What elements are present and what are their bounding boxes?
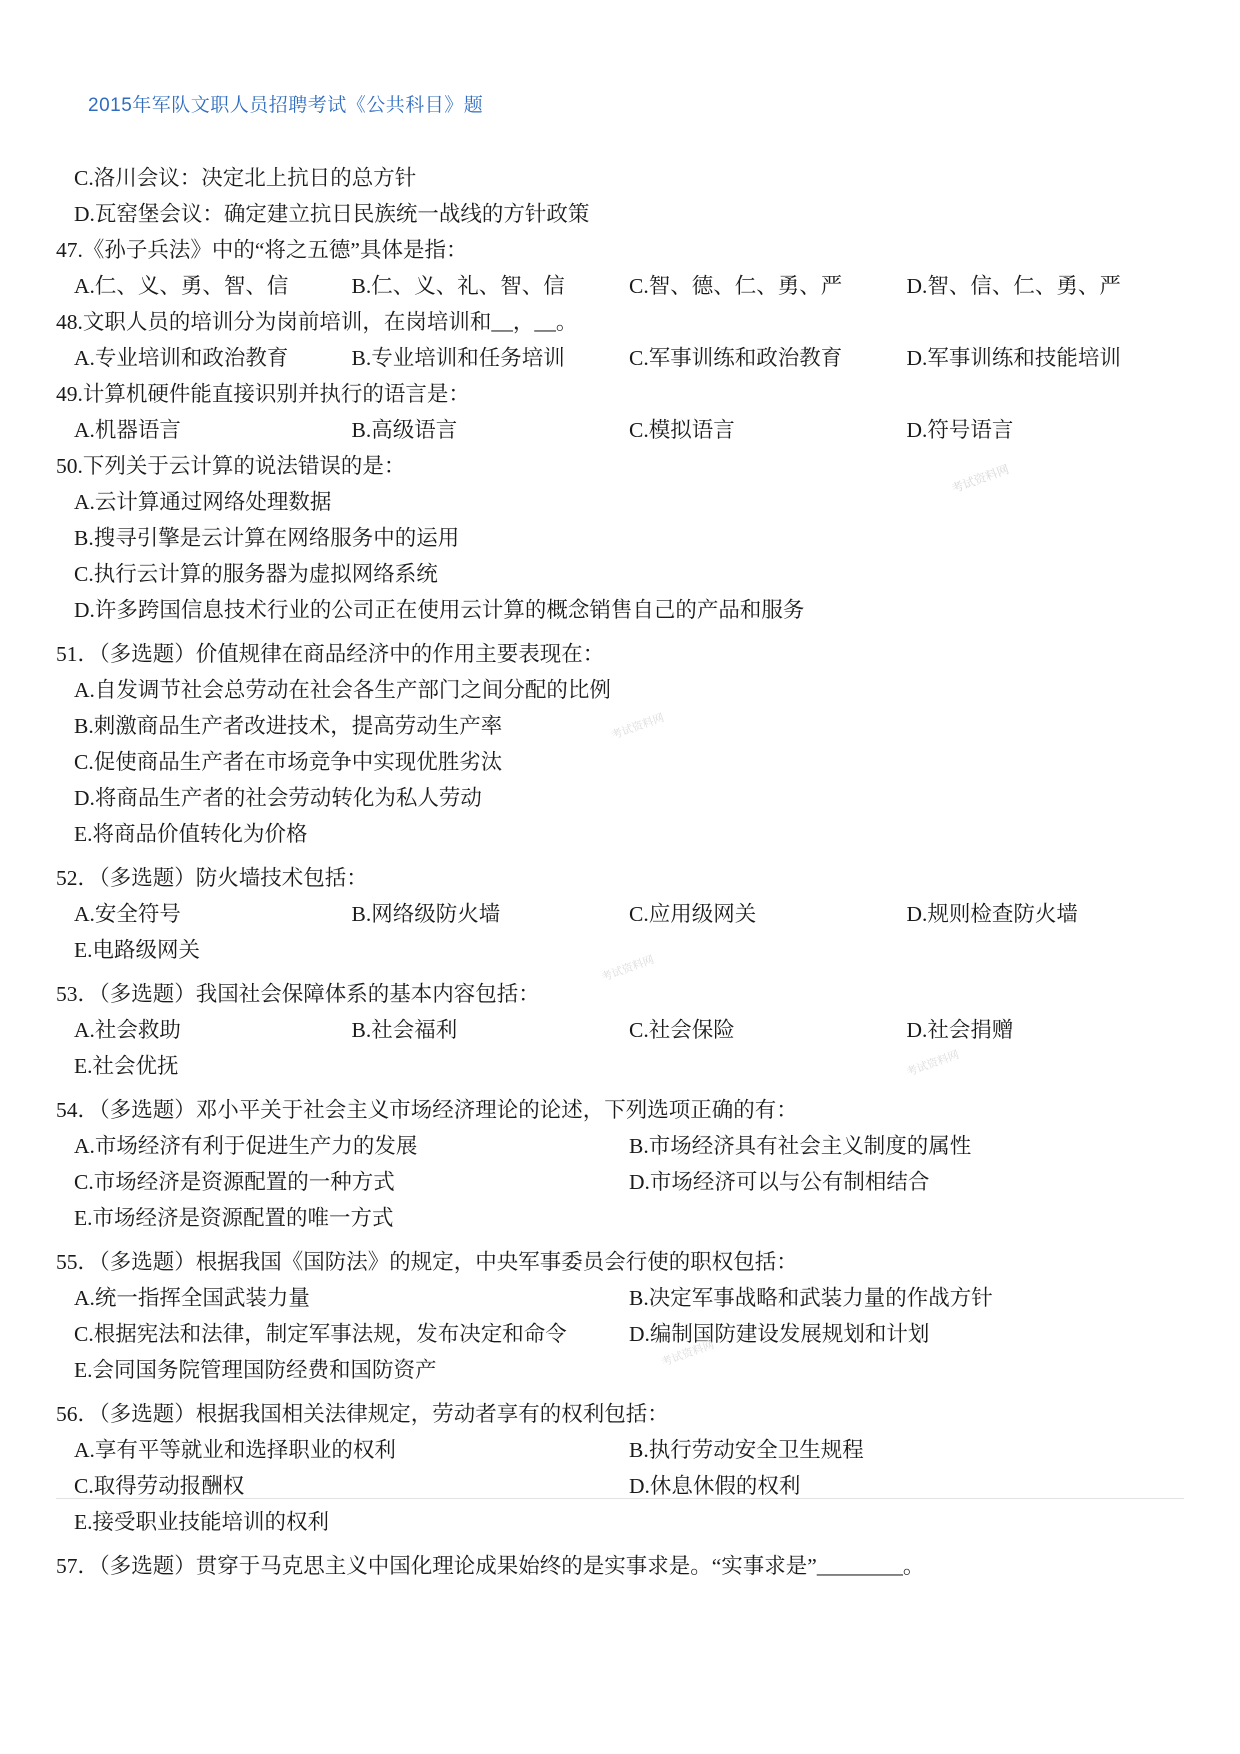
option-item: A.专业培训和政治教育 [74,346,289,370]
option-item: D.休息休假的权利 [629,1474,801,1498]
question-stem: 56．（多选题）根据我国相关法律规定，劳动者享有的权利包括： [56,1402,669,1426]
option-item: C.执行云计算的服务器为虚拟网络系统 [74,562,438,586]
question-options [56,484,1184,628]
question-options [56,672,1184,852]
option-item: B.仁、义、礼、智、信 [351,274,565,298]
option-item: D.社会捐赠 [906,1018,1014,1042]
question-stem: 48.文职人员的培训分为岗前培训，在岗培训和__，__。 [56,310,578,334]
question-stem: 52．（多选题）防火墙技术包括： [56,866,368,890]
question-stem: 51．（多选题）价值规律在商品经济中的作用主要表现在： [56,642,605,666]
option-item: A.统一指挥全国武装力量 [74,1286,310,1310]
watermark: 考试资料网 [949,462,1011,496]
option-item: B.搜寻引擎是云计算在网络服务中的运用 [74,526,460,550]
option-item: A.机器语言 [74,418,181,442]
option-item: C.根据宪法和法律，制定军事法规，发布决定和命令 [74,1322,567,1346]
option-item: C.军事训练和政治教育 [629,346,843,370]
option-item: C.模拟语言 [629,418,735,442]
question-stem: 50.下列关于云计算的说法错误的是： [56,454,406,478]
option-item: D.规则检查防火墙 [906,902,1078,926]
option-item: D.许多跨国信息技术行业的公司正在使用云计算的概念销售自己的产品和服务 [74,598,805,622]
question-options [56,340,1184,376]
option-item: D.市场经济可以与公有制相结合 [629,1170,930,1194]
option-item: C.取得劳动报酬权 [74,1474,245,1498]
option-item: A.云计算通过网络处理数据 [74,490,332,514]
option-item: B.决定军事战略和武装力量的作战方针 [629,1286,993,1310]
option-item: D.军事训练和技能培训 [906,346,1121,370]
question-stem: 49.计算机硬件能直接识别并执行的语言是： [56,382,470,406]
option-item: E.电路级网关 [74,938,201,962]
option-item: E.社会优抚 [74,1054,179,1078]
option-item: B.网络级防火墙 [351,902,501,926]
option-item: A.安全符号 [74,902,181,926]
question-stem: 47.《孙子兵法》中的“将之五德”具体是指： [56,238,468,262]
option-item: D.符号语言 [906,418,1014,442]
option-item: B.专业培训和任务培训 [351,346,565,370]
question-options [56,1432,1184,1540]
page-title: 2015年军队文职人员招聘考试《公共科目》题 [88,95,484,116]
option-item: D.将商品生产者的社会劳动转化为私人劳动 [74,786,482,810]
option-item: E.会同国务院管理国防经费和国防资产 [74,1358,437,1382]
watermark: 考试资料网 [599,953,656,984]
option-item: B.市场经济具有社会主义制度的属性 [629,1134,972,1158]
footer-divider [56,1498,1184,1499]
option-item: E.市场经济是资源配置的唯一方式 [74,1206,394,1230]
option-item: E.接受职业技能培训的权利 [74,1510,330,1534]
option-item: A.市场经济有利于促进生产力的发展 [74,1134,418,1158]
question-stem: 53．（多选题）我国社会保障体系的基本内容包括： [56,982,540,1006]
option-item: A.社会救助 [74,1018,181,1042]
option-item: E.将商品价值转化为价格 [74,822,308,846]
option-item: C.市场经济是资源配置的一种方式 [74,1170,395,1194]
option-item: B.高级语言 [351,418,458,442]
carryover-option-d: D.瓦窑堡会议：确定建立抗日民族统一战线的方针政策 [74,202,590,226]
question-options [56,1128,1184,1236]
option-item: B.刺激商品生产者改进技术，提高劳动生产率 [74,714,503,738]
option-item: C.智、德、仁、勇、严 [629,274,843,298]
option-item: A.享有平等就业和选择职业的权利 [74,1438,396,1462]
option-item: D.编制国防建设发展规划和计划 [629,1322,930,1346]
option-item: C.社会保险 [629,1018,735,1042]
document-body [56,160,1184,1584]
question-options [56,268,1184,304]
question-options [56,412,1184,448]
watermark: 考试资料网 [659,1338,716,1369]
option-item: C.促使商品生产者在市场竞争中实现优胜劣汰 [74,750,503,774]
question-options [56,1012,1184,1084]
option-item: C.应用级网关 [629,902,757,926]
watermark: 考试资料网 [904,1048,961,1079]
watermark: 考试资料网 [609,711,666,742]
option-item: D.智、信、仁、勇、严 [906,274,1121,298]
question-options [56,896,1184,968]
question-options [56,1280,1184,1388]
question-stem: 55．（多选题）根据我国《国防法》的规定，中央军事委员会行使的职权包括： [56,1250,798,1274]
option-item: B.社会福利 [351,1018,458,1042]
option-item: B.执行劳动安全卫生规程 [629,1438,864,1462]
question-stem: 57．（多选题）贯穿于马克思主义中国化理论成果始终的是实事求是。“实事求是”________。 [56,1554,925,1578]
option-item: A.自发调节社会总劳动在社会各生产部门之间分配的比例 [74,678,611,702]
option-item: A.仁、义、勇、智、信 [74,274,289,298]
question-stem: 54．（多选题）邓小平关于社会主义市场经济理论的论述，下列选项正确的有： [56,1098,798,1122]
carryover-option-c: C.洛川会议：决定北上抗日的总方针 [74,166,417,190]
